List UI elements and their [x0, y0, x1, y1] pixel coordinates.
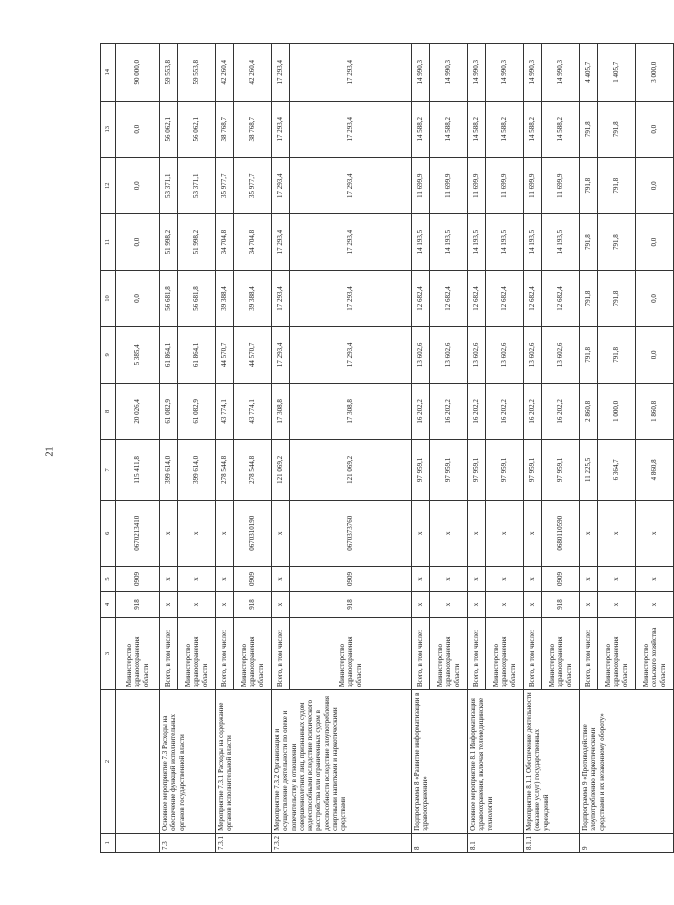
value-cell: 20 026,4	[116, 383, 160, 439]
value-cell: 11 699,9	[542, 157, 580, 213]
value-cell: х	[430, 500, 468, 566]
value-cell: 17 293,4	[290, 270, 412, 326]
value-cell: 11 225,5	[580, 440, 598, 501]
value-cell: 11 699,9	[468, 157, 486, 213]
table-row	[524, 44, 542, 853]
value-cell: 791,8	[580, 214, 598, 270]
value-cell: х	[598, 500, 636, 566]
value-cell: 14 588,2	[542, 101, 580, 157]
value-cell: 278 544,8	[216, 440, 234, 501]
value-cell: 39 388,4	[234, 270, 272, 326]
measure-name: Основное мероприятие 7.3 Расходы на обеспечение функций исполнительных органов государственной власти	[160, 690, 216, 834]
value-cell: 0,0	[636, 270, 674, 326]
value-cell: 399 614,0	[178, 440, 216, 501]
row-number: 8	[412, 833, 468, 852]
value-cell: 17 293,4	[272, 44, 290, 102]
header-cell: 9	[101, 327, 116, 383]
value-cell: 17 293,4	[272, 214, 290, 270]
value-cell: 14 588,2	[486, 101, 524, 157]
value-cell: х	[580, 566, 598, 592]
row-number: 8.1.1	[524, 833, 580, 852]
value-cell: 17 293,4	[290, 157, 412, 213]
value-cell: х	[178, 500, 216, 566]
value-cell: 44 570,7	[216, 327, 234, 383]
value-cell: 17 293,4	[290, 101, 412, 157]
value-cell: х	[216, 500, 234, 566]
value-cell: 13 602,6	[524, 327, 542, 383]
executor-cell: Министерство здравоохранения области	[430, 617, 468, 689]
value-cell: 13 602,6	[430, 327, 468, 383]
value-cell: х	[636, 500, 674, 566]
value-cell: 0,0	[116, 101, 160, 157]
value-cell: 14 990,3	[412, 44, 430, 102]
value-cell: 0,0	[116, 157, 160, 213]
value-cell: 0909	[290, 566, 412, 592]
measure-name: Мероприятие 7.3.2 Организация и осуществление деятельности по опеке и попечительству в отношении совершеннолетних лиц, признанных судом недееспособными вследствие психического расстройства или ограниченных судом в дееспособности вследствие злоупотребления спиртными напитками и наркотическими средствами	[272, 690, 412, 834]
value-cell: 97 959,1	[468, 440, 486, 501]
header-cell: 8	[101, 383, 116, 439]
value-cell: х	[486, 592, 524, 618]
value-cell: 16 202,2	[468, 383, 486, 439]
table-row	[580, 44, 598, 853]
value-cell: 399 614,0	[160, 440, 178, 501]
value-cell: 14 990,3	[486, 44, 524, 102]
row-number: 9	[580, 833, 674, 852]
value-cell: х	[178, 566, 216, 592]
value-cell: 11 699,9	[524, 157, 542, 213]
value-cell: 14 990,3	[524, 44, 542, 102]
value-cell: 12 682,4	[486, 270, 524, 326]
value-cell: 1 860,8	[636, 383, 674, 439]
value-cell: х	[580, 592, 598, 618]
header-row	[101, 44, 116, 853]
value-cell: 13 602,6	[412, 327, 430, 383]
header-cell: 11	[101, 214, 116, 270]
value-cell: х	[636, 566, 674, 592]
value-cell: 0909	[542, 566, 580, 592]
value-cell: х	[272, 566, 290, 592]
header-cell: 1	[101, 833, 116, 852]
table-row	[116, 44, 160, 853]
value-cell: х	[216, 566, 234, 592]
value-cell: 791,8	[580, 157, 598, 213]
value-cell: 38 768,7	[234, 101, 272, 157]
executor-cell: Министерство здравоохранения области	[178, 617, 216, 689]
value-cell: 14 193,5	[430, 214, 468, 270]
header-cell: 14	[101, 44, 116, 102]
value-cell: 17 293,4	[290, 327, 412, 383]
value-cell: 1 405,7	[598, 44, 636, 102]
value-cell: 3 000,0	[636, 44, 674, 102]
value-cell: 16 202,2	[542, 383, 580, 439]
table-row	[412, 44, 430, 853]
value-cell: 0680110590	[542, 500, 580, 566]
value-cell: х	[160, 500, 178, 566]
value-cell: х	[412, 592, 430, 618]
executor-cell: Министерство здравоохранения области	[486, 617, 524, 689]
measure-name: Подпрограмма 8 «Развитие информатизации в здравоохранении»	[412, 690, 468, 834]
value-cell: 53 371,1	[160, 157, 178, 213]
header-cell: 5	[101, 566, 116, 592]
value-cell: 17 308,8	[272, 383, 290, 439]
value-cell: 0909	[116, 566, 160, 592]
value-cell: х	[468, 500, 486, 566]
value-cell: 42 260,4	[234, 44, 272, 102]
value-cell: 14 588,2	[468, 101, 486, 157]
value-cell: 13 602,6	[486, 327, 524, 383]
executor-cell: Всего, в том числе:	[412, 617, 430, 689]
row-number: 7.3	[160, 833, 216, 852]
header-cell: 12	[101, 157, 116, 213]
value-cell: х	[178, 592, 216, 618]
value-cell: 35 977,7	[234, 157, 272, 213]
value-cell: 791,8	[598, 157, 636, 213]
row-number: 8.1	[468, 833, 524, 852]
value-cell: 16 202,2	[486, 383, 524, 439]
value-cell: 14 588,2	[412, 101, 430, 157]
header-cell: 7	[101, 440, 116, 501]
value-cell: 918	[290, 592, 412, 618]
executor-cell: Всего, в том числе:	[216, 617, 234, 689]
value-cell: 12 682,4	[468, 270, 486, 326]
table-row	[468, 44, 486, 853]
value-cell: 59 553,8	[160, 44, 178, 102]
executor-cell: Министерство здравоохранения области	[542, 617, 580, 689]
value-cell: 61 082,9	[160, 383, 178, 439]
value-cell: 121 069,2	[290, 440, 412, 501]
value-cell: 5 385,4	[116, 327, 160, 383]
executor-cell: Министерство здравоохранения области	[116, 617, 160, 689]
value-cell: х	[486, 500, 524, 566]
value-cell: 97 959,1	[412, 440, 430, 501]
value-cell: 38 768,7	[216, 101, 234, 157]
value-cell: 0,0	[636, 327, 674, 383]
header-cell: 13	[101, 101, 116, 157]
value-cell: 13 602,6	[468, 327, 486, 383]
value-cell: х	[524, 500, 542, 566]
value-cell: 918	[542, 592, 580, 618]
value-cell: 121 069,2	[272, 440, 290, 501]
value-cell: 17 293,4	[272, 101, 290, 157]
value-cell: х	[486, 566, 524, 592]
value-cell: 59 553,8	[178, 44, 216, 102]
value-cell: 14 990,3	[468, 44, 486, 102]
value-cell: 918	[234, 592, 272, 618]
value-cell: 56 062,1	[160, 101, 178, 157]
value-cell: х	[160, 566, 178, 592]
value-cell: 14 193,5	[412, 214, 430, 270]
executor-cell: Министерство здравоохранения области	[234, 617, 272, 689]
value-cell: 0909	[234, 566, 272, 592]
value-cell: 34 704,8	[216, 214, 234, 270]
executor-cell: Всего, в том числе:	[580, 617, 598, 689]
value-cell: 791,8	[580, 101, 598, 157]
value-cell: 14 193,5	[468, 214, 486, 270]
executor-cell: Всего, в том числе:	[524, 617, 542, 689]
row-number: 7.3.2	[272, 833, 412, 852]
value-cell: 61 082,9	[178, 383, 216, 439]
value-cell: 12 682,4	[412, 270, 430, 326]
value-cell: 278 544,8	[234, 440, 272, 501]
row-number: 7.3.1	[216, 833, 272, 852]
value-cell: 0670373760	[290, 500, 412, 566]
value-cell: 14 193,5	[542, 214, 580, 270]
value-cell: 34 704,8	[234, 214, 272, 270]
value-cell: 90 000,0	[116, 44, 160, 102]
value-cell: 17 293,4	[272, 270, 290, 326]
value-cell: х	[580, 500, 598, 566]
value-cell: х	[412, 566, 430, 592]
value-cell: 16 202,2	[412, 383, 430, 439]
header-cell: 2	[101, 690, 116, 834]
value-cell: х	[430, 566, 468, 592]
measure-name: Подпрограмма 9 «Противодействие злоупотреблению наркотическими средствами и их незаконному обороту»	[580, 690, 674, 834]
value-cell: х	[524, 592, 542, 618]
value-cell: 11 699,9	[430, 157, 468, 213]
table-row	[272, 44, 290, 853]
value-cell: 17 293,4	[272, 327, 290, 383]
executor-cell: Всего, в том числе:	[468, 617, 486, 689]
value-cell: 6 364,7	[598, 440, 636, 501]
measure-name: Мероприятие 7.3.1 Расходы на содержание органов исполнительной власти	[216, 690, 272, 834]
value-cell: 0,0	[116, 214, 160, 270]
value-cell: 791,8	[598, 327, 636, 383]
value-cell: 61 864,1	[178, 327, 216, 383]
header-cell: 4	[101, 592, 116, 618]
executor-cell: Министерство здравоохранения области	[598, 617, 636, 689]
value-cell: 11 699,9	[412, 157, 430, 213]
value-cell: 44 570,7	[234, 327, 272, 383]
value-cell: х	[430, 592, 468, 618]
value-cell: 17 308,8	[290, 383, 412, 439]
value-cell: 2 860,8	[580, 383, 598, 439]
executor-cell: Министерство здравоохранения области	[290, 617, 412, 689]
header-cell: 10	[101, 270, 116, 326]
header-cell: 3	[101, 617, 116, 689]
value-cell: 53 371,1	[178, 157, 216, 213]
row-number	[116, 833, 160, 852]
value-cell: 56 062,1	[178, 101, 216, 157]
executor-cell: Министерство сельского хозяйства области	[636, 617, 674, 689]
value-cell: х	[412, 500, 430, 566]
value-cell: 0670310190	[234, 500, 272, 566]
value-cell: 17 293,4	[272, 157, 290, 213]
value-cell: 14 588,2	[524, 101, 542, 157]
value-cell: 14 990,3	[430, 44, 468, 102]
value-cell: 42 260,4	[216, 44, 234, 102]
value-cell: х	[272, 500, 290, 566]
value-cell: 791,8	[598, 270, 636, 326]
measure-name: Мероприятие 8.1.1 Обеспечение деятельности (оказание услуг) государственных учреждений	[524, 690, 580, 834]
value-cell: х	[216, 592, 234, 618]
value-cell: 14 193,5	[524, 214, 542, 270]
value-cell: 17 293,4	[290, 214, 412, 270]
value-cell: 61 864,1	[160, 327, 178, 383]
value-cell: 14 588,2	[430, 101, 468, 157]
value-cell: 0,0	[636, 214, 674, 270]
value-cell: 97 959,1	[542, 440, 580, 501]
value-cell: х	[524, 566, 542, 592]
budget-table	[100, 43, 674, 853]
value-cell: 4 405,7	[580, 44, 598, 102]
value-cell: 16 202,2	[430, 383, 468, 439]
value-cell: 0,0	[116, 270, 160, 326]
value-cell: 791,8	[598, 214, 636, 270]
value-cell: 97 959,1	[486, 440, 524, 501]
measure-name	[116, 690, 160, 834]
value-cell: 12 682,4	[542, 270, 580, 326]
value-cell: 97 959,1	[430, 440, 468, 501]
executor-cell: Всего, в том числе:	[160, 617, 178, 689]
value-cell: 12 682,4	[430, 270, 468, 326]
table-row	[160, 44, 178, 853]
value-cell: 39 388,4	[216, 270, 234, 326]
value-cell: 0670213410	[116, 500, 160, 566]
value-cell: 14 990,3	[542, 44, 580, 102]
header-cell: 6	[101, 500, 116, 566]
value-cell: 918	[116, 592, 160, 618]
value-cell: 12 682,4	[524, 270, 542, 326]
value-cell: 56 681,8	[178, 270, 216, 326]
value-cell: 16 202,2	[524, 383, 542, 439]
value-cell: 51 998,2	[160, 214, 178, 270]
table-row	[216, 44, 234, 853]
value-cell: 14 193,5	[486, 214, 524, 270]
page-number: 21	[44, 446, 56, 457]
value-cell: 791,8	[580, 327, 598, 383]
value-cell: 13 602,6	[542, 327, 580, 383]
value-cell: 11 699,9	[486, 157, 524, 213]
value-cell: 115 411,8	[116, 440, 160, 501]
value-cell: х	[468, 566, 486, 592]
measure-name: Основное мероприятие 8.1 Информатизация здравоохранения, включая телемедицинские технологии	[468, 690, 524, 834]
executor-cell: Всего, в том числе:	[272, 617, 290, 689]
value-cell: 791,8	[598, 101, 636, 157]
value-cell: 0,0	[636, 157, 674, 213]
value-cell: х	[598, 592, 636, 618]
value-cell: 43 774,1	[216, 383, 234, 439]
value-cell: 35 977,7	[216, 157, 234, 213]
value-cell: х	[598, 566, 636, 592]
value-cell: 0,0	[636, 101, 674, 157]
value-cell: 43 774,1	[234, 383, 272, 439]
value-cell: 97 959,1	[524, 440, 542, 501]
rotated-page	[100, 43, 667, 853]
value-cell: х	[272, 592, 290, 618]
value-cell: х	[160, 592, 178, 618]
value-cell: 791,8	[580, 270, 598, 326]
value-cell: 1 000,0	[598, 383, 636, 439]
value-cell: х	[468, 592, 486, 618]
value-cell: 4 860,8	[636, 440, 674, 501]
value-cell: 17 293,4	[290, 44, 412, 102]
value-cell: 51 998,2	[178, 214, 216, 270]
value-cell: 56 681,8	[160, 270, 178, 326]
value-cell: х	[636, 592, 674, 618]
